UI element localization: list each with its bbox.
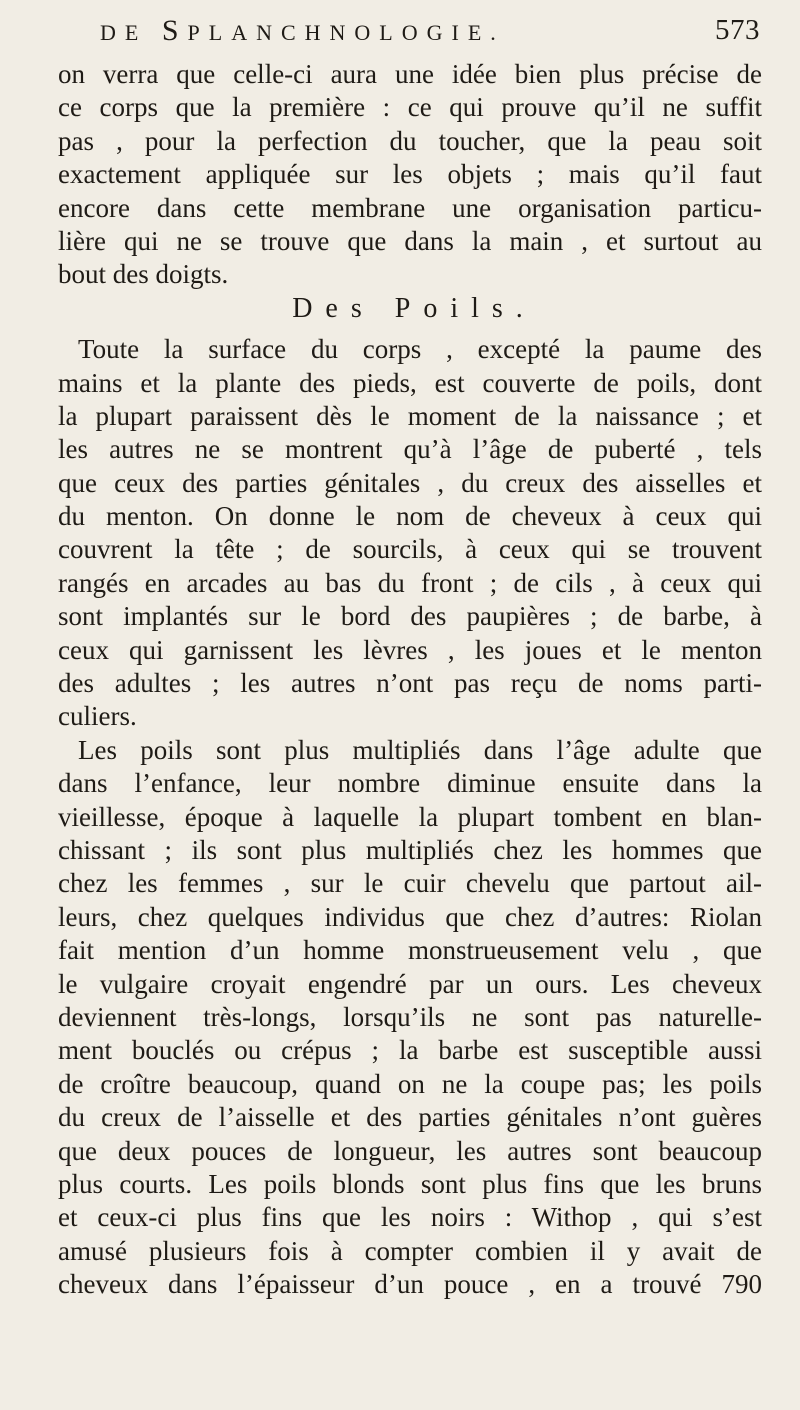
running-head-capital: S (161, 14, 188, 47)
text-body (58, 58, 762, 1301)
text-line: du creux de l’aisselle et des parties génitales n’ont guères (58, 1102, 762, 1133)
text-line: cheveux dans l’épaisseur d’un pouce , en a trouvé 790 (58, 1269, 762, 1300)
running-head (100, 14, 760, 58)
text-line: dans l’enfance, leur nombre diminue ensuite dans la (58, 768, 762, 799)
text-line: sont implantés sur le bord des paupières ; de barbe, à (58, 601, 762, 632)
text-line: culiers. (58, 701, 137, 732)
text-line: on verra que celle-ci aura une idée bien plus précise de (58, 59, 762, 89)
text-line: Toute la surface du corps , excepté la paume des (78, 334, 762, 365)
text-line: pas , pour la perfection du toucher, que la peau soit (58, 125, 762, 156)
paragraph-3 (58, 734, 762, 1302)
text-line: ce corps que la première : ce qui prouve qu’il ne suffit (58, 92, 762, 123)
running-head-prefix: DE (100, 20, 162, 45)
running-head-rest: PLANCHNOLOGIE. (187, 20, 505, 45)
text-line: deviennent très-longs, lorsqu’ils ne sont pas naturelle- (58, 1001, 762, 1032)
text-line: plus courts. Les poils blonds sont plus fins que les bruns (58, 1168, 762, 1199)
heading-spacer (58, 325, 762, 333)
text-line: encore dans cette membrane une organisation particu- (58, 192, 762, 223)
text-line: le vulgaire croyait engendré par un ours. Les cheveux (58, 968, 762, 999)
running-head-title (100, 14, 505, 48)
text-line: chissant ; ils sont plus multipliés chez les hommes que (58, 834, 762, 865)
text-line: et ceux-ci plus fins que les noirs : Withop , qui s’est (58, 1202, 762, 1233)
text-line: la plupart paraissent dès le moment de la naissance ; et (58, 400, 762, 431)
text-line: couvrent la tête ; de sourcils, à ceux qui se trouvent (58, 534, 762, 565)
text-line: vieillesse, époque à laquelle la plupart tombent en blan- (58, 801, 762, 832)
text-line: des adultes ; les autres n’ont pas reçu de noms parti- (58, 668, 762, 699)
text-line: Les poils sont plus multipliés dans l’âge adulte que (78, 734, 762, 765)
text-line: ment bouclés ou crépus ; la barbe est susceptible aussi (58, 1035, 762, 1066)
section-heading: Des Poils. (292, 292, 536, 324)
text-line: rangés en arcades au bas du front ; de cils , à ceux qui (58, 567, 762, 598)
text-line: les autres ne se montrent qu’à l’âge de puberté , tels (58, 434, 762, 465)
text-line: que ceux des parties génitales , du creux des aisselles et (58, 467, 762, 498)
text-line: fait mention d’un homme monstrueusement velu , que (58, 935, 762, 966)
text-line: leurs, chez quelques individus que chez d’autres: Riolan (58, 901, 762, 932)
text-line: mains et la plante des pieds, est couverte de poils, dont (58, 367, 762, 398)
text-line: amusé plusieurs fois à compter combien il y avait de (58, 1235, 762, 1266)
text-line: que deux pouces de longueur, les autres sont beaucoup (58, 1135, 762, 1166)
text-line: lière qui ne se trouve que dans la main , et surtout au (58, 225, 762, 256)
paragraph-1 (58, 58, 762, 292)
text-line: chez les femmes , sur le cuir chevelu que partout ail- (58, 868, 762, 899)
text-line: ceux qui garnissent les lèvres , les joues et le menton (58, 634, 762, 665)
text-line: de croître beaucoup, quand on ne la coupe pas; les poils (58, 1068, 762, 1099)
text-line: bout des doigts. (58, 259, 229, 290)
page-number: 573 (715, 14, 760, 46)
paragraph-2 (58, 333, 762, 734)
text-line: du menton. On donne le nom de cheveux à ceux qui (58, 501, 762, 532)
text-line: exactement appliquée sur les objets ; mais qu’il faut (58, 159, 762, 190)
